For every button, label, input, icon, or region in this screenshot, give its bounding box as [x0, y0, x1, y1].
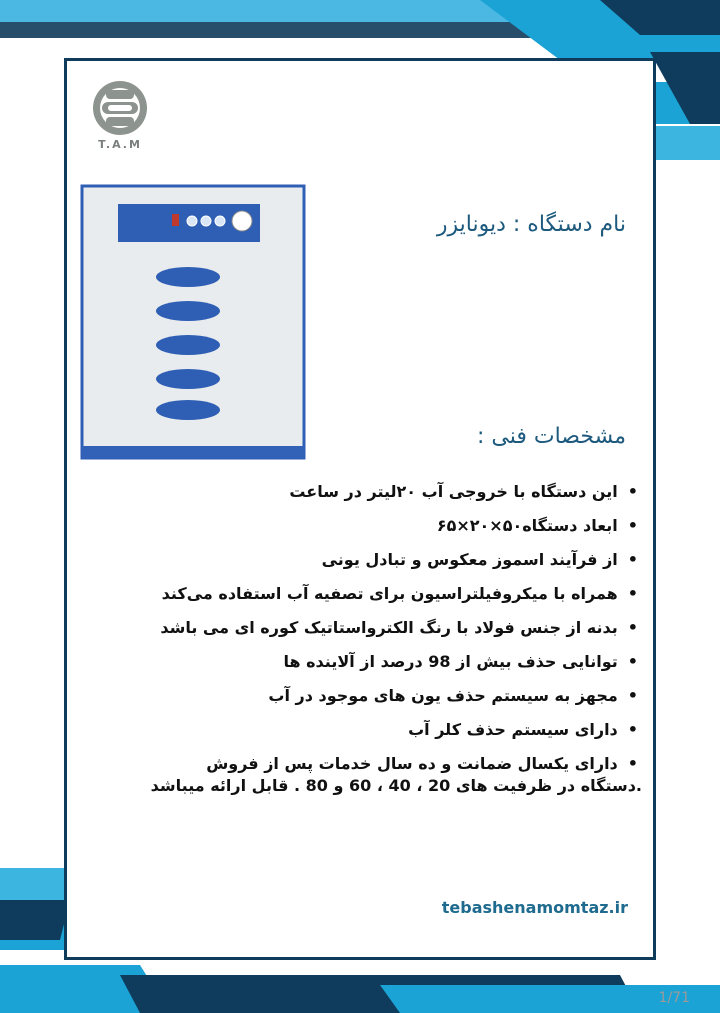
bullet-icon: •: [627, 754, 638, 773]
spec-item: [110, 680, 638, 714]
specs-heading: مشخصات فنی :: [477, 424, 626, 449]
deionizer-device-image: [80, 184, 308, 462]
bullet-icon: •: [627, 516, 638, 535]
bullet-icon: •: [627, 482, 638, 501]
spec-text: بدنه از جنس فولاد با رنگ الکترواستاتیک کوره ای می باشد: [160, 618, 618, 637]
left-stripe-3: [0, 900, 70, 940]
spec-text: توانایی حذف بیش از 98 درصد از آلاینده ها: [283, 652, 618, 671]
spec-item: [110, 578, 638, 612]
bullet-icon: •: [627, 550, 638, 569]
page-number: 1/71: [658, 990, 690, 1006]
spec-list: [110, 476, 638, 782]
spec-text: همراه با میکروفیلتراسیون برای تصفیه آب استفاده می‌کند: [161, 584, 618, 603]
spec-text: این دستگاه با خروجی آب ۲۰لیتر در ساعت: [289, 482, 618, 501]
spec-text: از فرآیند اسموز معکوس و تبادل یونی: [321, 550, 618, 569]
spec-text: دارای سیستم حذف کلر آب: [408, 720, 618, 739]
bullet-icon: •: [627, 720, 638, 739]
logo-text: T.A.M: [98, 138, 142, 151]
bullet-icon: •: [627, 652, 638, 671]
spec-text: ابعاد دستگاه۵۰×۲۰×۶۵: [436, 516, 618, 535]
bullet-icon: •: [627, 618, 638, 637]
spec-item: [110, 544, 638, 578]
spec-item: [110, 476, 638, 510]
spec-text: مجهز به سیستم حذف یون های موجود در آب: [268, 686, 618, 705]
spec-item: [110, 714, 638, 748]
spec-item: [110, 612, 638, 646]
bullet-icon: •: [627, 686, 638, 705]
device-name-heading: نام دستگاه : دیونایزر: [436, 212, 626, 237]
spec-item: [110, 510, 638, 544]
website-link[interactable]: tebashenamomtaz.ir: [441, 898, 628, 917]
capacity-note: .دستگاه در ظرفیت های 20 ، 40 ، 60 و 80 . قابل ارائه میباشد: [150, 776, 642, 795]
spec-text: دارای یکسال ضمانت و ده سال خدمات پس از فروش: [206, 754, 618, 773]
spec-item: [110, 646, 638, 680]
bullet-icon: •: [627, 584, 638, 603]
